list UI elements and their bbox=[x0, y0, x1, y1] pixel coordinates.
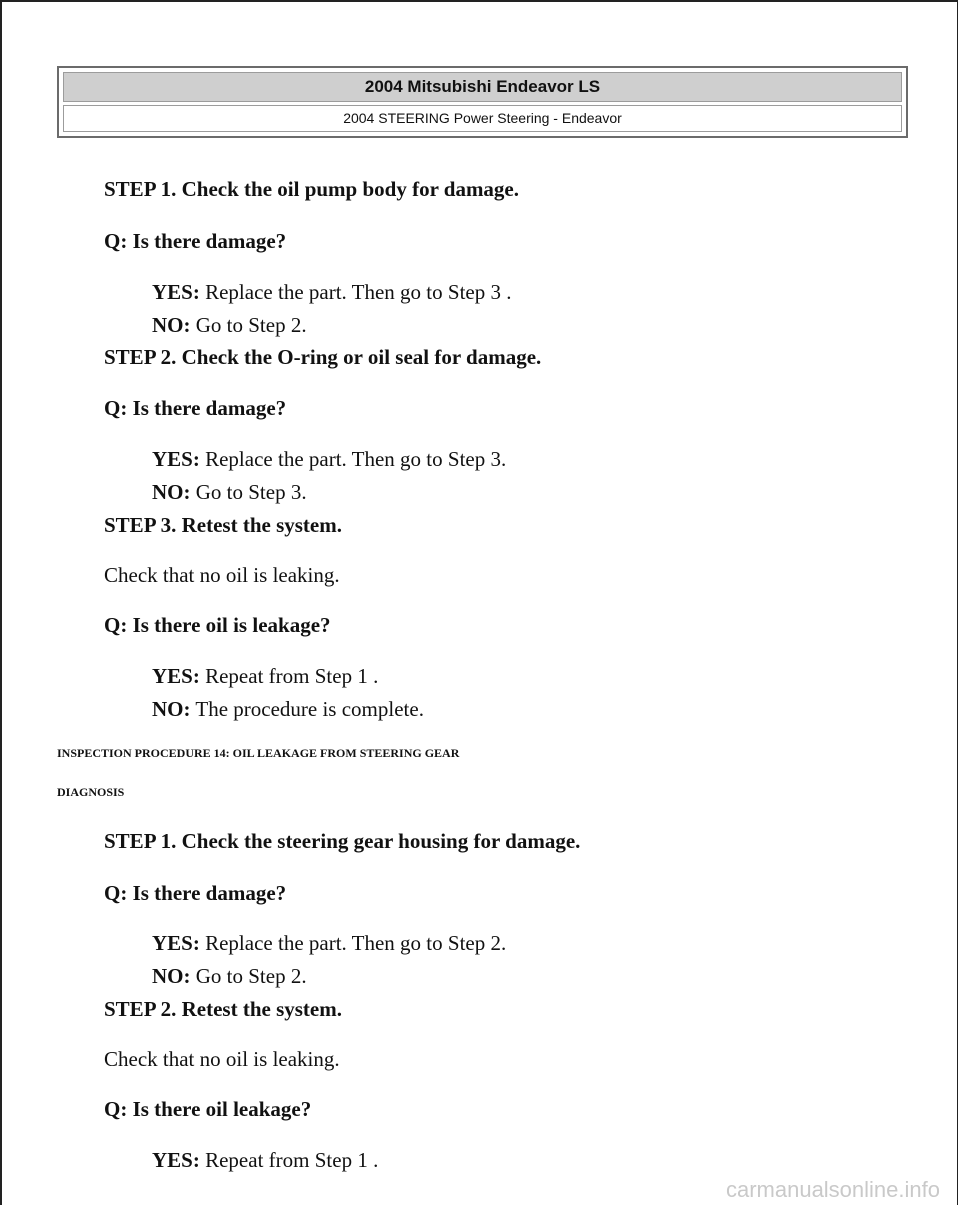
answer-text: Replace the part. Then go to Step 3 . bbox=[199, 280, 512, 304]
header-subtitle: 2004 STEERING Power Steering - Endeavor bbox=[63, 105, 902, 132]
answer-text: Repeat from Step 1 . bbox=[199, 1148, 379, 1172]
answer-text: Go to Step 3. bbox=[190, 480, 307, 504]
answer-text: Go to Step 2. bbox=[190, 313, 307, 337]
answer-yes bbox=[152, 280, 511, 305]
step-heading: STEP 1. Check the oil pump body for damage. bbox=[104, 177, 520, 201]
section-heading: INSPECTION PROCEDURE 14: OIL LEAKAGE FROM STEERING GEAR bbox=[57, 746, 460, 760]
answer-label: YES: bbox=[152, 447, 200, 471]
instruction-text: Check that no oil is leaking. bbox=[104, 1047, 340, 1071]
answer-label: YES: bbox=[152, 280, 200, 304]
answer-no bbox=[152, 697, 424, 722]
answer-label: NO: bbox=[152, 697, 191, 721]
answer-no bbox=[152, 480, 307, 505]
answer-text: Replace the part. Then go to Step 2. bbox=[199, 931, 507, 955]
answer-yes bbox=[152, 931, 506, 956]
answer-yes bbox=[152, 664, 378, 689]
answer-yes bbox=[152, 1148, 378, 1173]
section-subheading: DIAGNOSIS bbox=[57, 785, 125, 799]
document-header bbox=[57, 66, 908, 138]
header-title: 2004 Mitsubishi Endeavor LS bbox=[63, 72, 902, 102]
step-heading: STEP 1. Check the steering gear housing for damage. bbox=[104, 829, 581, 853]
step-heading: STEP 2. Check the O-ring or oil seal for damage. bbox=[104, 345, 542, 369]
question: Q: Is there damage? bbox=[104, 881, 287, 905]
answer-no bbox=[152, 313, 307, 338]
answer-label: YES: bbox=[152, 664, 200, 688]
question: Q: Is there oil is leakage? bbox=[104, 613, 331, 637]
answer-label: YES: bbox=[152, 931, 200, 955]
answer-text: Replace the part. Then go to Step 3. bbox=[199, 447, 507, 471]
question: Q: Is there damage? bbox=[104, 396, 287, 420]
answer-label: NO: bbox=[152, 964, 191, 988]
answer-text: The procedure is complete. bbox=[190, 697, 424, 721]
answer-text: Repeat from Step 1 . bbox=[199, 664, 379, 688]
question: Q: Is there damage? bbox=[104, 229, 287, 253]
answer-text: Go to Step 2. bbox=[190, 964, 307, 988]
answer-label: YES: bbox=[152, 1148, 200, 1172]
instruction-text: Check that no oil is leaking. bbox=[104, 563, 340, 587]
answer-no bbox=[152, 964, 307, 989]
watermark: carmanualsonline.info bbox=[725, 1177, 940, 1202]
answer-label: NO: bbox=[152, 480, 191, 504]
step-heading: STEP 3. Retest the system. bbox=[104, 513, 342, 537]
answer-label: NO: bbox=[152, 313, 191, 337]
answer-yes bbox=[152, 447, 506, 472]
step-heading: STEP 2. Retest the system. bbox=[104, 997, 342, 1021]
question: Q: Is there oil leakage? bbox=[104, 1097, 312, 1121]
